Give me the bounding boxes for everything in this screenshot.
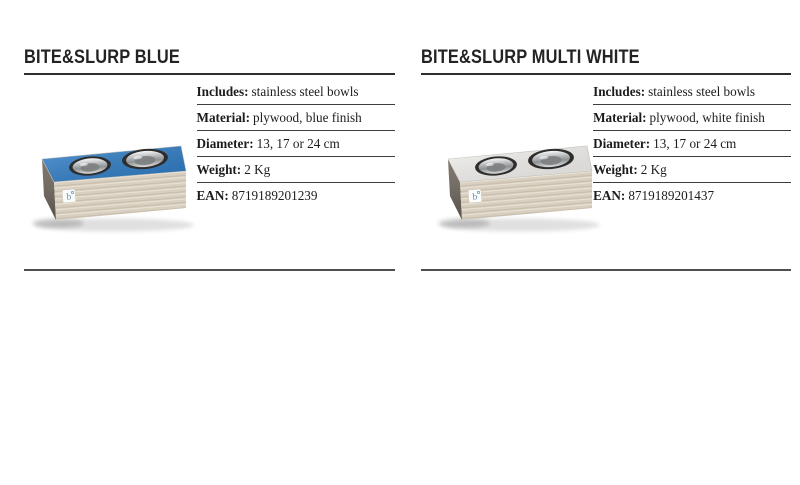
spec-table xyxy=(593,75,791,208)
product-title: BITE&SLURP MULTI WHITE xyxy=(421,46,640,68)
spec-value: plywood, blue finish xyxy=(252,110,362,125)
svg-text:b: b xyxy=(66,192,72,203)
product-section-multi-white xyxy=(421,40,791,271)
spec-value: 8719189201437 xyxy=(628,188,715,203)
spec-value: 8719189201239 xyxy=(231,188,318,203)
product-photo-blue-svg xyxy=(18,133,200,235)
spec-row-ean xyxy=(197,183,395,208)
product-photo-multi-white xyxy=(424,133,606,235)
product-section-blue xyxy=(24,40,395,271)
spec-value: plywood, white finish xyxy=(649,110,765,125)
product-title-rule xyxy=(421,40,791,75)
spec-row-diameter xyxy=(197,131,395,157)
spec-value: 13, 17 or 24 cm xyxy=(653,136,737,151)
spec-value: 2 Kg xyxy=(640,162,667,177)
brand-logo-icon xyxy=(62,189,76,203)
spec-value: 13, 17 or 24 cm xyxy=(256,136,340,151)
spec-value: stainless steel bowls xyxy=(251,84,359,99)
spec-value: 2 Kg xyxy=(244,162,271,177)
spec-row-weight xyxy=(197,157,395,183)
spec-label: Material: xyxy=(593,110,647,125)
product-photo-multi-white-svg xyxy=(424,133,606,235)
product-content xyxy=(24,75,395,271)
spec-table xyxy=(197,75,395,208)
spec-label: Weight: xyxy=(593,162,638,177)
spec-label: Diameter: xyxy=(196,136,254,151)
spec-value: stainless steel bowls xyxy=(648,84,756,99)
product-content xyxy=(421,75,791,271)
spec-row-includes xyxy=(197,79,395,105)
spec-row-includes xyxy=(593,79,791,105)
spec-label: Diameter: xyxy=(593,136,651,151)
spec-label: Weight: xyxy=(196,162,242,177)
spec-row-material xyxy=(593,105,791,131)
spec-row-material xyxy=(197,105,395,131)
product-title: BITE&SLURP BLUE xyxy=(24,46,181,68)
spec-row-ean xyxy=(593,183,791,208)
spec-row-weight xyxy=(593,157,791,183)
product-title-rule xyxy=(24,40,395,75)
svg-text:b: b xyxy=(472,192,478,203)
spec-label: EAN: xyxy=(593,188,626,203)
product-photo-blue xyxy=(18,133,200,235)
brand-logo-icon xyxy=(468,189,482,203)
spec-label: Material: xyxy=(196,110,250,125)
spec-row-diameter xyxy=(593,131,791,157)
spec-label: Includes: xyxy=(593,84,646,99)
spec-label: EAN: xyxy=(196,188,229,203)
spec-label: Includes: xyxy=(196,84,249,99)
